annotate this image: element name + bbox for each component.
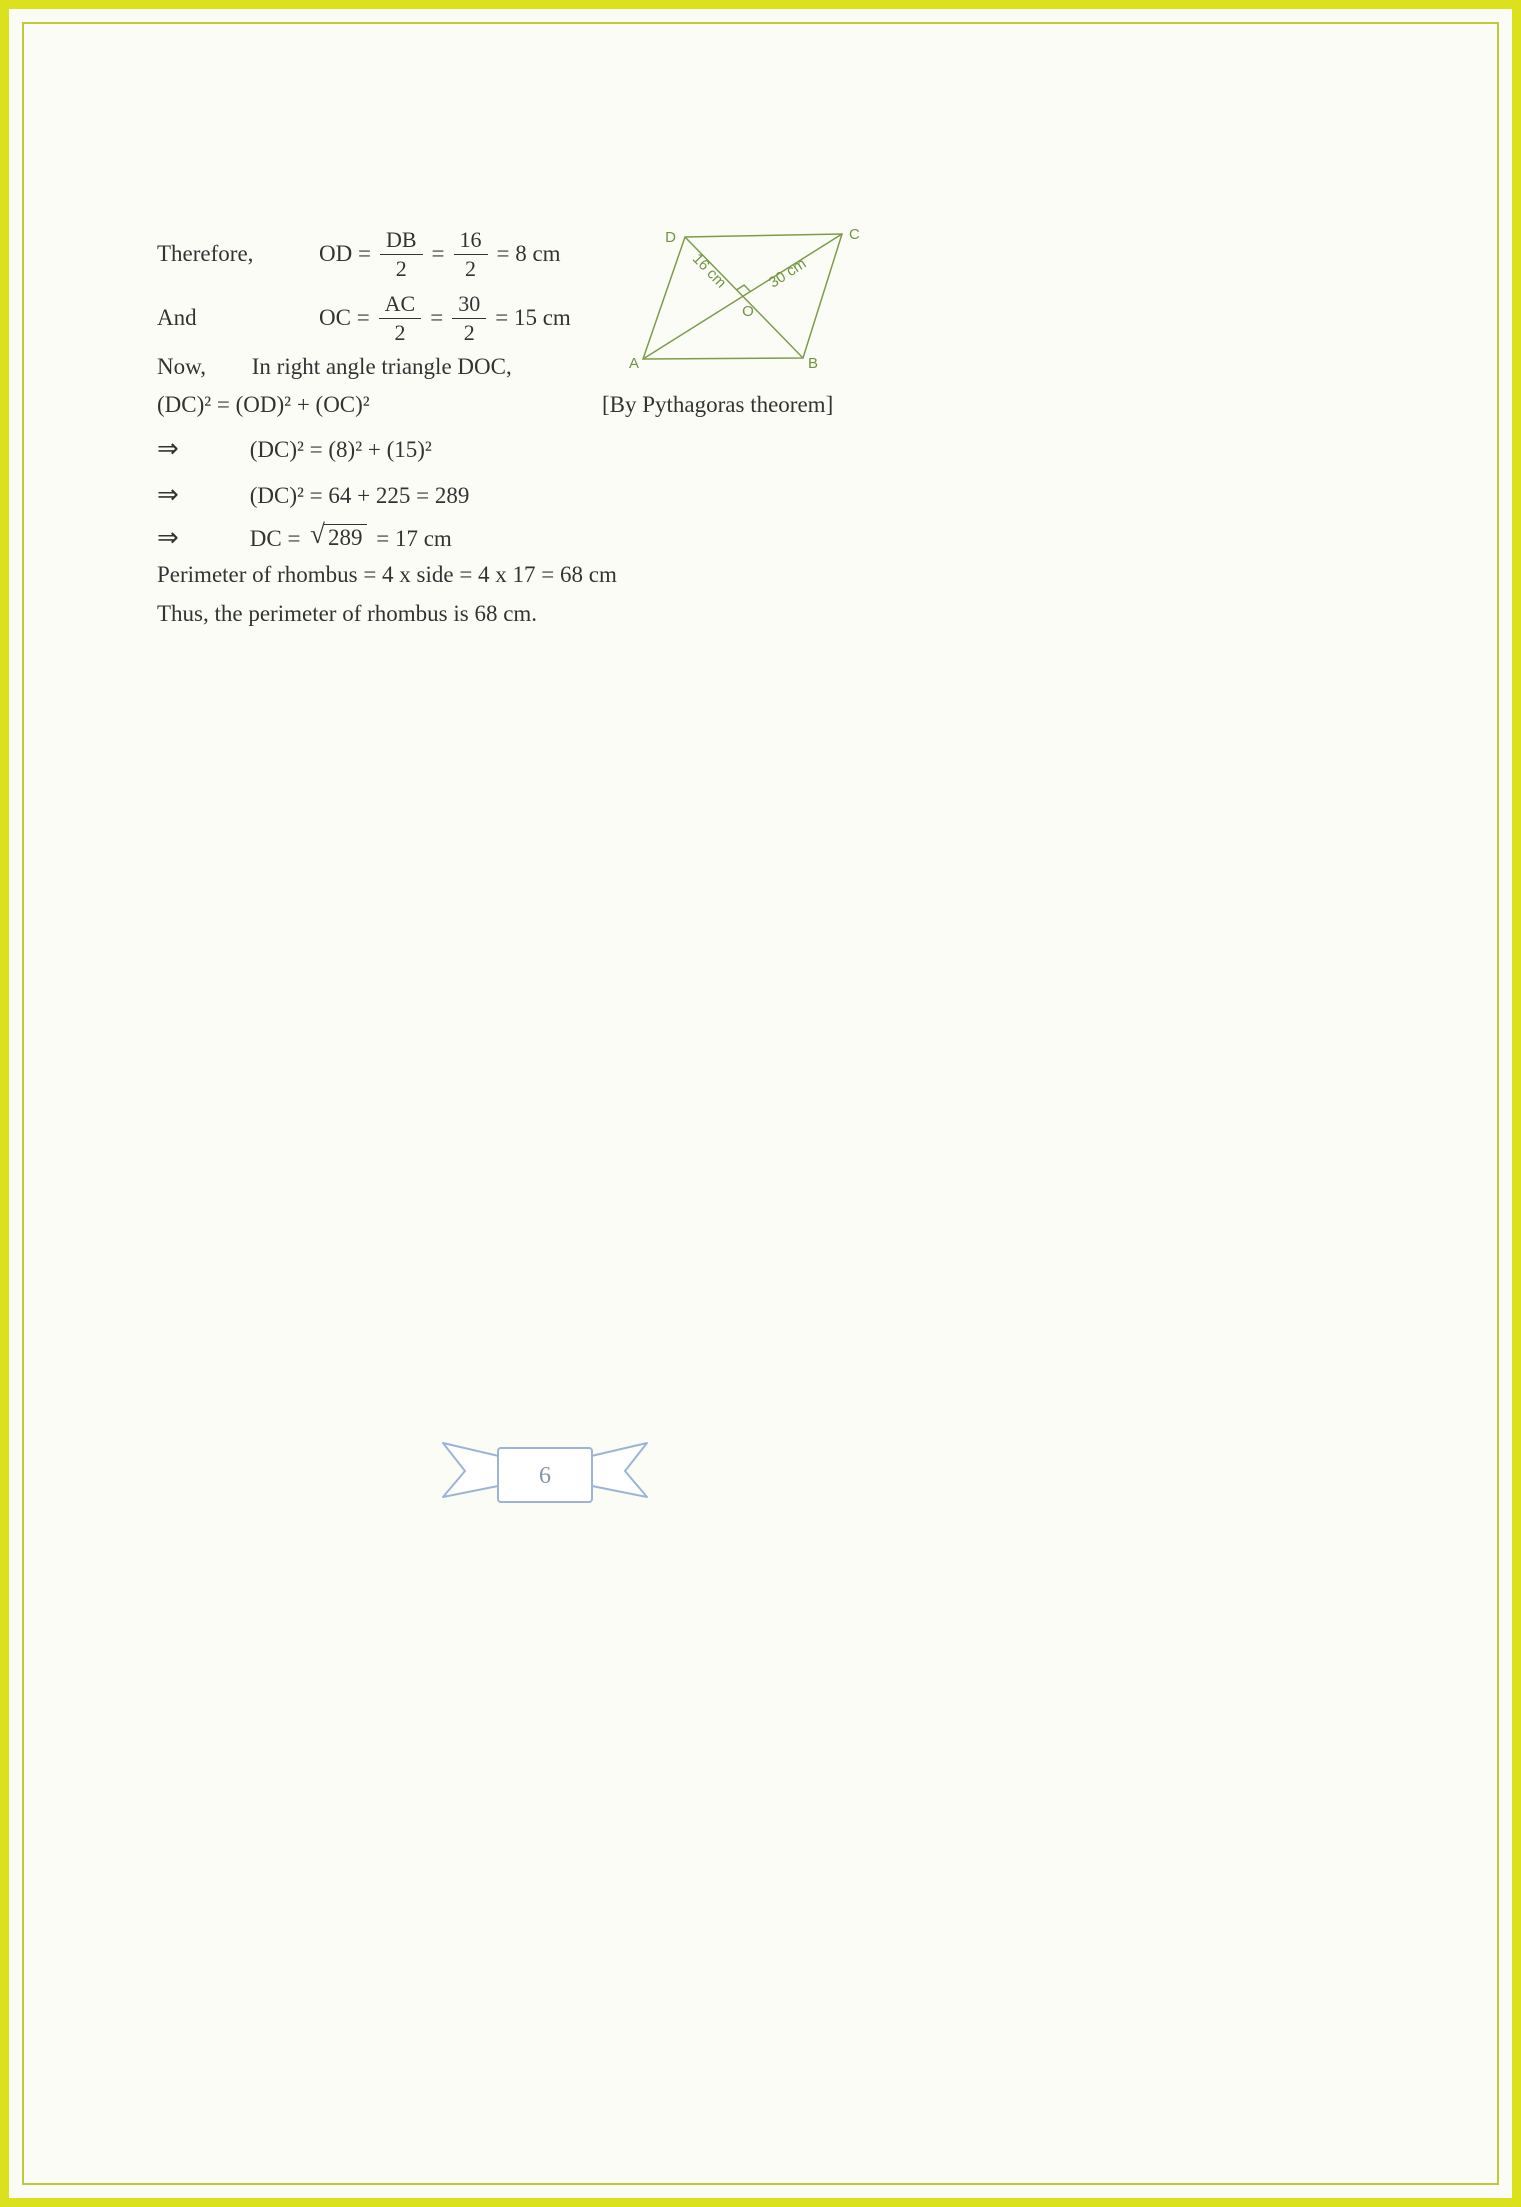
oc-result: = 15 cm [495,305,571,330]
implies-arrow: ⇒ [157,434,179,463]
fraction-denominator: 2 [394,319,406,345]
and-label: And [157,305,197,330]
fraction-denominator: 2 [395,255,407,281]
fraction-denominator: 2 [465,255,476,281]
pythagoras-note: [By Pythagoras theorem] [602,392,834,417]
line-step-3 [157,519,452,553]
radicand: 289 [324,524,367,551]
radical-sign: √ [310,519,325,549]
line-pythagoras [157,392,834,418]
line-now [157,354,512,380]
right-angle-mark [737,285,751,291]
fraction-numerator: DB [380,227,423,254]
line-perimeter [157,562,617,588]
vertex-c-label: C [849,226,860,243]
oc-equation [319,291,571,345]
line-od-equation [157,223,561,285]
implies-arrow: ⇒ [157,523,179,552]
fraction-db-over-2 [380,227,423,281]
center-o-label: O [742,303,754,320]
diagonal-ac-measure-label: 30 cm [765,254,810,292]
implies-arrow: ⇒ [157,480,179,509]
oc-lhs: OC = [319,305,370,330]
step1-expression: (DC)² = (8)² + (15)² [249,437,432,462]
page-number-ribbon [435,1435,655,1513]
od-equation [319,227,561,281]
line-step-2 [157,480,469,510]
step2-expression: (DC)² = 64 + 225 = 289 [249,483,470,508]
ribbon-right-tail [587,1443,647,1497]
diagonal-ac [643,234,842,359]
pythagoras-expression: (DC)² = (OD)² + (OC)² [157,392,370,417]
perimeter-text: Perimeter of rhombus = 4 x side = 4 x 17 = 68 cm [157,562,617,587]
step3-lhs: DC = [249,526,301,551]
now-label: Now, [157,354,206,379]
vertex-b-label: B [807,355,819,372]
vertex-d-label: D [665,229,676,246]
equals-sign: = [431,241,445,266]
od-result: = 8 cm [496,241,561,266]
line-oc-equation [157,287,571,349]
fraction-numerator: 30 [452,291,486,318]
fraction-denominator: 2 [463,319,475,345]
ribbon-left-tail [443,1443,503,1497]
page-number: 6 [539,1463,551,1489]
fraction-ac-over-2 [379,291,422,345]
fraction-numerator: 16 [454,227,488,254]
conclusion-text: Thus, the perimeter of rhombus is 68 cm. [157,601,538,626]
od-lhs: OD = [319,241,371,266]
vertex-a-label: A [628,355,640,372]
diagonal-db-measure-label: 16 cm [688,250,730,292]
step3-result: = 17 cm [376,526,452,551]
now-text: In right angle triangle DOC, [251,354,512,379]
equals-sign: = [430,305,444,330]
fraction-30-over-2 [452,291,486,345]
therefore-label: Therefore, [157,241,254,266]
rhombus-figure [624,219,874,379]
fraction-16-over-2 [454,227,488,281]
square-root-term [310,519,366,551]
fraction-numerator: AC [379,291,422,318]
line-conclusion [157,601,537,627]
line-step-1 [157,434,432,464]
